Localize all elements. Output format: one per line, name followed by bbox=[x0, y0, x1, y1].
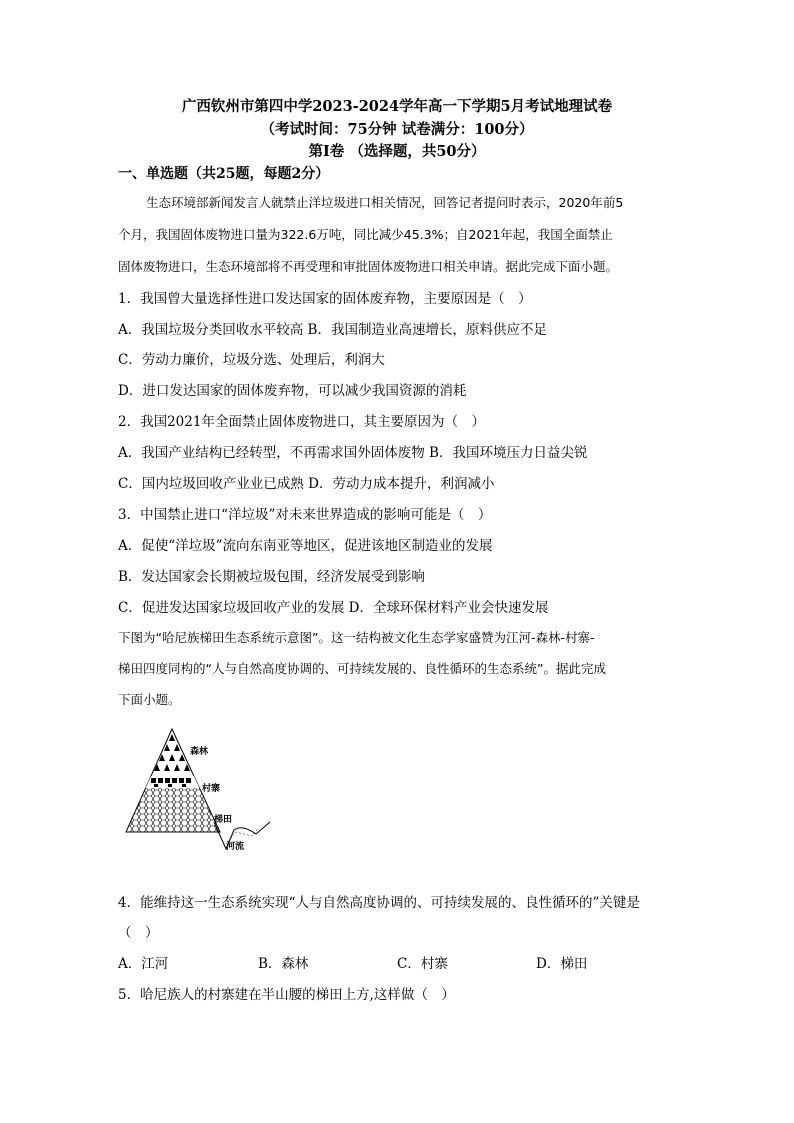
q4-stem: 4．能维持这一生态系统实现“人与自然高度协调的、可持续发展的、良性循环的”关键是 bbox=[118, 895, 640, 911]
q4-option-b: B．森林 bbox=[258, 956, 309, 972]
q4-option-d: D．梯田 bbox=[536, 956, 588, 972]
q3-option-a: A．促使“洋垃圾”流向东南亚等地区，促进该地区制造业的发展 bbox=[118, 538, 493, 554]
q3-option-b: B．发达国家会长期被垃圾包围，经济发展受到影响 bbox=[118, 569, 425, 585]
q4-paren: （ ） bbox=[118, 925, 159, 941]
passage1-line3: 固体废物进口，生态环境部将不再受理和审批固体废物进口相关申请。据此完成下面小题。 bbox=[118, 259, 619, 274]
q3-stem: 3．中国禁止进口“洋垃圾”对未来世界造成的影响可能是（ ） bbox=[118, 507, 492, 523]
label-river: 河流 bbox=[226, 842, 245, 852]
q4-option-c: C．村寨 bbox=[397, 956, 448, 972]
part-heading: 第Ⅰ卷 （选择题，共50分） bbox=[308, 143, 486, 160]
q2-options-ab: A．我国产业结构已经转型，不再需求国外固体废物 B．我国环境压力日益尖锐 bbox=[118, 445, 588, 461]
passage1-line2: 个月，我国固体废物进口量为322.6万吨，同比减少45.3%；自2021年起，我国全面禁止 bbox=[118, 227, 613, 242]
q1-option-d: D．进口发达国家的固体废弃物，可以减少我国资源的消耗 bbox=[118, 383, 467, 399]
q2-stem: 2．我国2021年全面禁止固体废物进口，其主要原因为（ ） bbox=[118, 414, 485, 430]
q3-options-cd: C．促进发达国家垃圾回收产业的发展 D．全球环保材料产业会快速发展 bbox=[118, 600, 549, 616]
section-heading: 一、单选题（共25题，每题2分） bbox=[118, 166, 330, 182]
q1-options-ab: A．我国垃圾分类回收水平较高 B．我国制造业高速增长，原料供应不足 bbox=[118, 322, 547, 338]
passage2-line3: 下面小题。 bbox=[118, 692, 181, 707]
q4-option-a: A．江河 bbox=[118, 956, 169, 972]
hani-terrace-diagram bbox=[118, 724, 278, 866]
exam-subtitle: （考试时间：75分钟 试卷满分：100分） bbox=[260, 121, 534, 138]
passage2-line1: 下图为“哈尼族梯田生态系统示意图”。这一结构被文化生态学家盛赞为江河-森林-村寨- bbox=[118, 630, 595, 645]
passage1-line1: 生态环境部新闻发言人就禁止洋垃圾进口相关情况，回答记者提问时表示，2020年前5 bbox=[146, 195, 624, 210]
q5-stem: 5．哈尼族人的村寨建在半山腰的梯田上方,这样做（ ） bbox=[118, 987, 455, 1003]
label-terrace: 梯田 bbox=[214, 815, 233, 825]
q1-stem: 1．我国曾大量选择性进口发达国家的固体废弃物，主要原因是（ ） bbox=[118, 291, 532, 307]
label-forest: 森林 bbox=[190, 747, 209, 757]
label-village: 村寨 bbox=[202, 784, 221, 794]
q1-option-c: C．劳动力廉价，垃圾分选、处理后，利润大 bbox=[118, 352, 385, 368]
exam-title: 广西钦州市第四中学2023-2024学年高一下学期5月考试地理试卷 bbox=[181, 98, 613, 115]
q2-options-cd: C．国内垃圾回收产业业已成熟 D．劳动力成本提升，利润减小 bbox=[118, 476, 495, 492]
passage2-line2: 梯田四度同构的“人与自然高度协调的、可持续发展的、良性循环的生态系统”。据此完成 bbox=[118, 661, 606, 676]
terrace-pattern bbox=[118, 788, 238, 838]
